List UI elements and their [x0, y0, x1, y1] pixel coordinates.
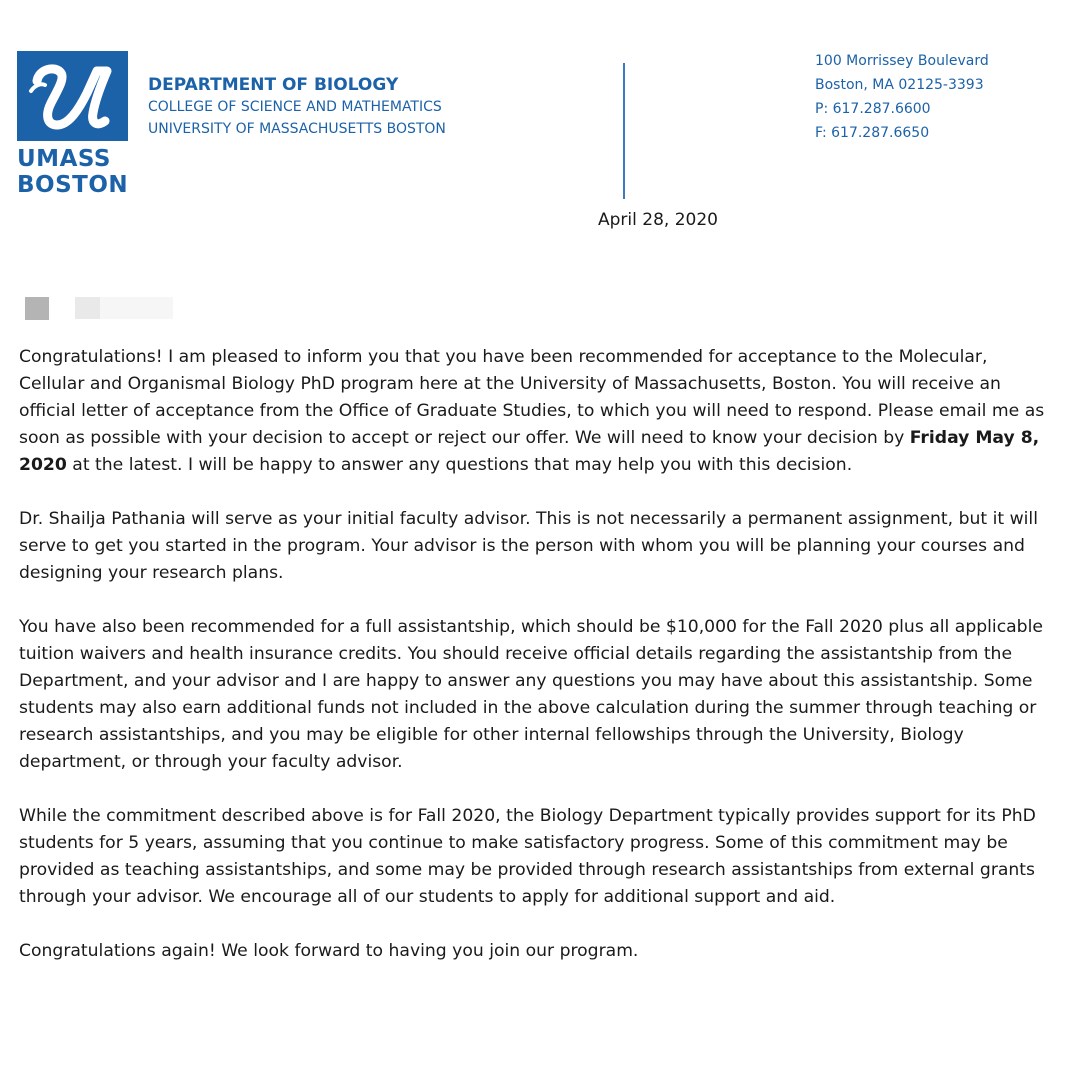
paragraph-assistantship: You have also been recommended for a full assistantship, which should be $10,000 for the Fall 2020 plus all applicable tuition waivers and health insurance credits. You should receive official details regarding the assistantship from the Department, and your advisor and I are happy to answer any questions you may have about this assistantship. Some students may also earn additional funds not included in the above calculation during the summer through teaching or research assistantships, and you may be eligible for other internal fellowships through the University, Biology department, or through your faculty advisor. — [19, 617, 1043, 772]
redacted-recipient-block — [100, 297, 173, 319]
logo-text-umass: UMASS — [17, 146, 111, 172]
redacted-recipient-block — [25, 297, 49, 320]
paragraph-acceptance: Congratulations! I am pleased to inform you that you have been recommended for acceptance to the Molecular, Cellular and Organismal Biology PhD program here at the University of Massachusetts, Boston. You will receive an official letter of acceptance from the Office of Graduate Studies, to which you will need to respond. Please email me as soon as possible with your decision to accept or reject our offer. We will need to know your decision by Friday May 8, 2020 at the latest. I will be happy to answer any questions that may help you with this decision. — [19, 347, 1045, 475]
fax-number: F: 617.287.6650 — [815, 125, 930, 141]
street-address: 100 Morrissey Boulevard — [815, 53, 989, 69]
umass-u-monogram-icon — [17, 51, 128, 141]
department-name: DEPARTMENT OF BIOLOGY — [148, 75, 399, 95]
logo-text-boston: BOSTON — [17, 172, 129, 198]
department-header — [148, 74, 446, 140]
paragraph-advisor: Dr. Shailja Pathania will serve as your initial faculty advisor. This is not necessarily a permanent assignment, but it will serve to get you started in the program. Your advisor is the person with whom you will be planning your courses and designing your research plans. — [19, 509, 1038, 583]
decision-deadline: Friday May 8, 2020 — [19, 428, 1040, 475]
letter-date: April 28, 2020 — [598, 210, 718, 230]
college-name: COLLEGE OF SCIENCE AND MATHEMATICS — [148, 99, 442, 115]
header-divider — [623, 63, 625, 199]
contact-info — [815, 49, 989, 145]
phone-number: P: 617.287.6600 — [815, 101, 931, 117]
paragraph-support: While the commitment described above is for Fall 2020, the Biology Department typically provides support for its PhD students for 5 years, assuming that you continue to make satisfactory progress. Some of this commitment may be provided as teaching assistantships, and some may be provided through research assistantships from external grants through your advisor. We encourage all of our students to apply for additional support and aid. — [19, 806, 1036, 907]
university-name: UNIVERSITY OF MASSACHUSETTS BOSTON — [148, 121, 446, 137]
paragraph-closing: Congratulations again! We look forward to having you join our program. — [19, 941, 639, 961]
letter-body — [19, 344, 1049, 992]
city-address: Boston, MA 02125-3393 — [815, 77, 984, 93]
university-logo — [17, 51, 129, 198]
redacted-recipient-block — [75, 297, 100, 319]
